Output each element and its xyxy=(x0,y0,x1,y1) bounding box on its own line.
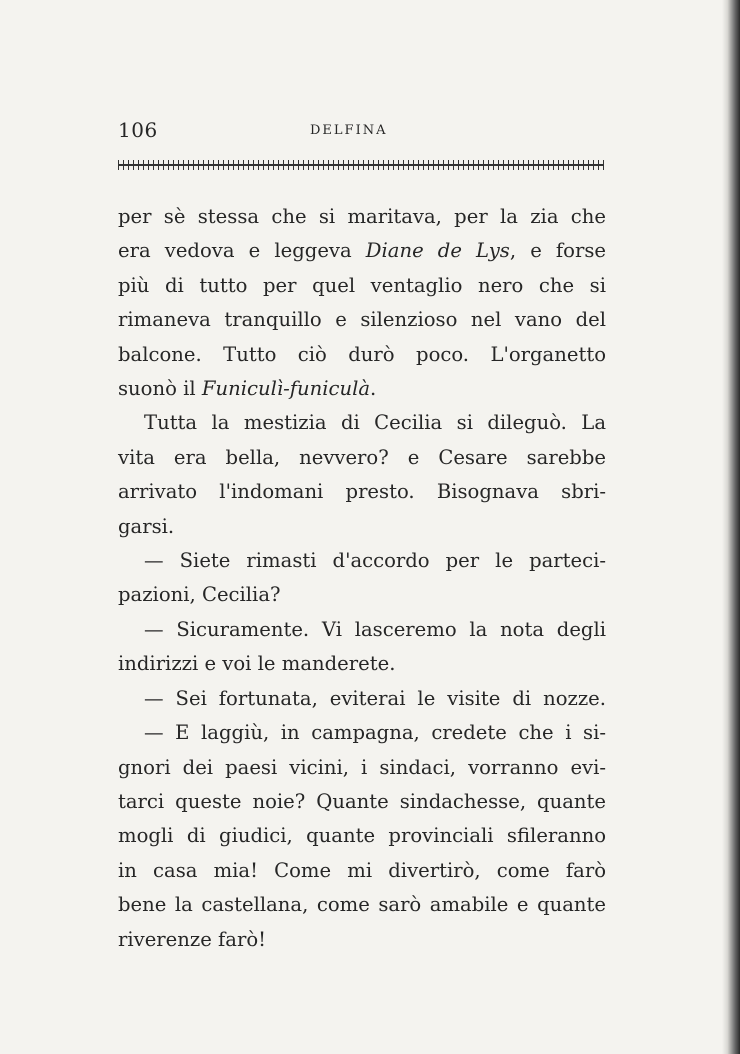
text-line: indirizzi e voi le manderete. xyxy=(118,652,396,676)
page-number: 106 xyxy=(118,118,158,142)
text-line: era vedova e leggeva Diane de Lys, e forse xyxy=(118,239,606,263)
text-line: — Sicuramente. Vi lasceremo la nota degli xyxy=(144,617,606,641)
text-line: per sè stessa che si maritava, per la zia che xyxy=(118,205,606,228)
body-text xyxy=(118,200,606,957)
text-line: suonò il Funiculì-funiculà. xyxy=(118,377,377,401)
text-line: garsi. xyxy=(118,514,175,538)
text-line: rimaneva tranquillo e silenzioso nel vano del xyxy=(118,308,606,332)
running-title: DELFINA xyxy=(310,123,388,138)
text-line: gnori dei paesi vicini, i sindaci, vorranno evi- xyxy=(118,755,606,779)
text-line: bene la castellana, come sarò amabile e quante xyxy=(118,893,606,917)
text-line: Tutta la mestizia di Cecilia si dileguò. La xyxy=(144,411,606,435)
italic-title: Diane de Lys xyxy=(365,239,510,263)
text-line: — Sei fortunata, eviterai le visite di nozze. xyxy=(144,686,606,710)
italic-title: Funiculì-funiculà xyxy=(201,377,371,401)
text-line: più di tutto per quel ventaglio nero che si xyxy=(118,273,606,297)
text-line: riverenze farò! xyxy=(118,927,266,951)
text-line: pazioni, Cecilia? xyxy=(118,583,281,607)
text-line: vita era bella, nevvero? e Cesare sarebbe xyxy=(118,445,606,469)
text-line: in casa mia! Come mi divertirò, come farò xyxy=(118,858,606,882)
text-line: — Siete rimasti d'accordo per le parteci- xyxy=(144,549,606,573)
page-header xyxy=(118,118,608,148)
text-line: balcone. Tutto ciò durò poco. L'organetto xyxy=(118,342,606,366)
text-line: tarci queste noie? Quante sindachesse, quante xyxy=(118,789,606,813)
text-line: arrivato l'indomani presto. Bisognava sbri- xyxy=(118,480,606,504)
text-line: — E laggiù, in campagna, credete che i si- xyxy=(144,721,606,745)
ornamental-rule xyxy=(118,160,604,170)
page-edge-shadow xyxy=(722,0,740,1054)
text-line: mogli di giudici, quante provinciali sfileranno xyxy=(118,824,606,848)
